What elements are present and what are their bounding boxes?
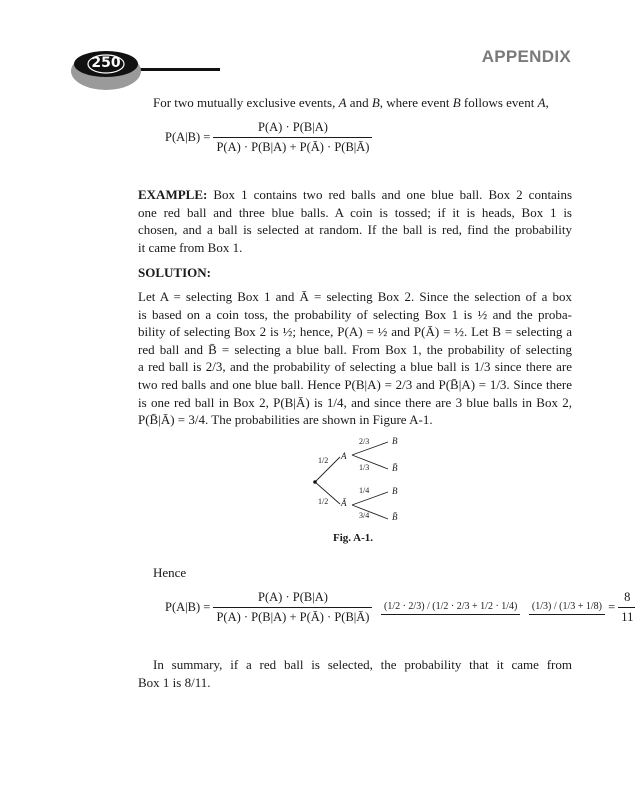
tree-node-a: A: [341, 451, 347, 461]
worked-lhs: P(A|B) =: [165, 600, 211, 614]
formula-lhs: P(A|B) =: [165, 130, 211, 144]
tree-leaf-bbar1: B̄: [392, 463, 398, 473]
summary-paragraph: In summary, if a red ball is selected, the probability that it came from Box 1 is 8/11.: [138, 657, 572, 690]
tree-prob-abar: 1/2: [318, 497, 329, 506]
worked-result: $\frac{8}{11}$: [618, 590, 635, 625]
worked-formula: P(A|B) = $\frac{P(A) \cdot P(B|A)}{P(A) \cdot P(B|A) + P(Ā) \cdot P(B|Ā)}$ (1/2 · 2/3) / (1/2 · 2/3 + 1/2 · 1/4) (1/3) / (1/3 + 1/8) = $\frac{8}{11}$: [165, 590, 635, 625]
edge-a-bbar: [352, 455, 388, 469]
formula-denominator: P(A) · P(B|A) + P(Ā) · P(B|Ā): [216, 140, 370, 154]
summary-answer: 8/11: [184, 674, 208, 690]
solution-paragraph: Let A = selecting Box 1 and Ā = selecting Box 2. Since the selection of a box is based on a coin toss, the probability of selecting Box 1 is ½ and the proba- bility of selecting Box 2 is ½; hence, P(A) = ½ and P(Ā) = ½. Let B = selecting a red ball and B̄ = selecting a blue ball. From Box 1, the probability of selecting a red ball is 2/3, and the probability of selecting a blue ball is 1/3 since there are two red balls and one blue ball. Hence P(B|A) = 2/3 and P(B̄|A) = 1/3. Since there is one red ball in Box 2, P(B|Ā) is 1/4, and since there are 3 blue balls in Box 2, P(B̄|Ā) = 3/4. The probabilities are shown in Figure A-1.: [138, 289, 572, 428]
worked-step2: (1/3) / (1/3 + 1/8): [529, 601, 605, 615]
formula-fraction: [213, 120, 372, 155]
tree-leaf-b1: B: [392, 436, 398, 446]
solution-label: SOLUTION:: [138, 265, 211, 280]
tree-prob-bbar-given-abar: 3/4: [359, 511, 370, 520]
figure-caption: Fig. A-1.: [333, 532, 374, 544]
intro-paragraph: For two mutually exclusive events, A and B, where event B follows event A,: [153, 95, 549, 110]
root-node: [313, 480, 317, 484]
example-paragraph: EXAMPLE: Box 1 contains two red balls and one blue ball. Box 2 contains one red ball and three blue balls. A coin is tossed; if it is heads, Box 1 is chosen, and a ball is selected at random. If the ball is red, find the probability it came from Box 1.: [138, 187, 572, 255]
tree-prob-a: 1/2: [318, 456, 329, 465]
tree-prob-bbar-given-a: 1/3: [359, 463, 370, 472]
hence-text: Hence: [153, 565, 187, 580]
section-title: APPENDIX: [481, 47, 571, 66]
tree-prob-b-given-a: 2/3: [359, 437, 370, 446]
page-number: 250: [91, 55, 121, 71]
tree-leaf-b2: B: [392, 486, 398, 496]
formula-numerator: P(A) · P(B|A): [213, 120, 372, 138]
tree-prob-b-given-abar: 1/4: [359, 486, 370, 495]
bayes-formula: [165, 120, 372, 155]
edge-abar-bbar: [352, 505, 388, 519]
edge-a-b: [352, 442, 388, 455]
worked-step1: (1/2 · 2/3) / (1/2 · 2/3 + 1/2 · 1/4): [381, 601, 520, 615]
page-header: [0, 32, 635, 92]
edge-abar-b: [352, 492, 388, 505]
worked-general-fraction: $\frac{P(A) \cdot P(B|A)}{P(A) \cdot P(B|A) + P(Ā) \cdot P(B|Ā)}$: [213, 590, 372, 625]
tree-node-abar: Ā: [341, 498, 347, 508]
tree-leaf-bbar2: B̄: [392, 512, 398, 522]
example-label: EXAMPLE:: [138, 187, 208, 202]
